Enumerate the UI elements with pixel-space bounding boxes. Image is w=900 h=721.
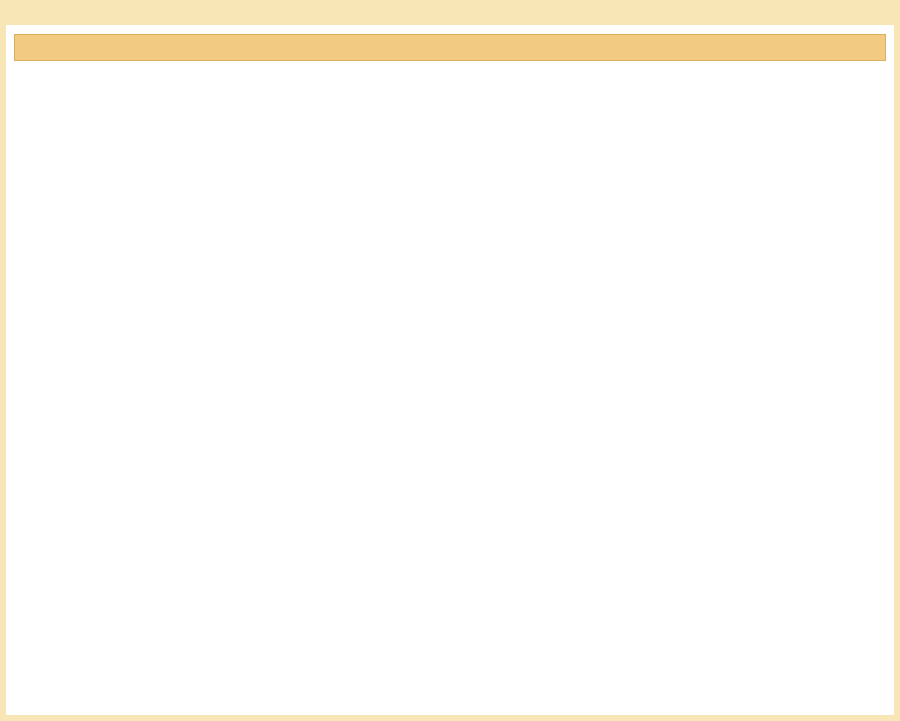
pedigree-panel: [6, 25, 894, 715]
top-navigation: [0, 0, 900, 22]
page-title: [14, 34, 886, 61]
pedigree-toolbar: [6, 64, 894, 82]
